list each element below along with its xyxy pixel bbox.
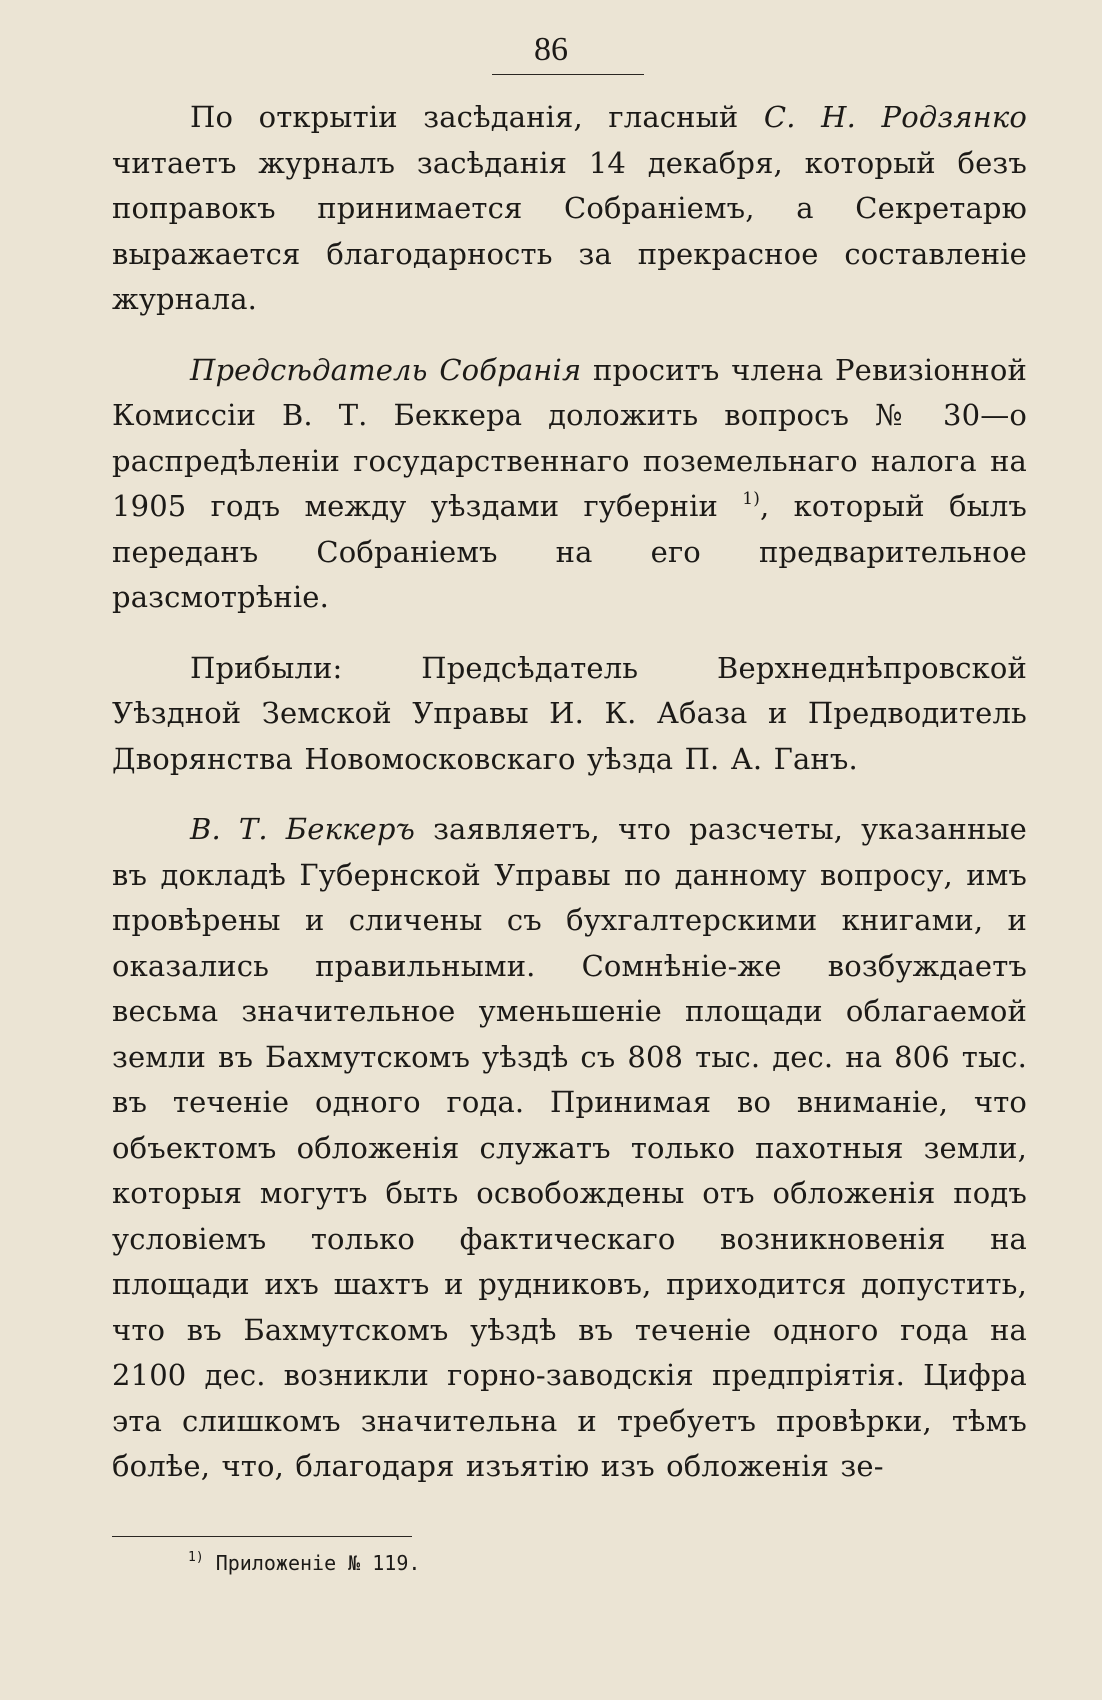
paragraph-gap [112,323,1027,348]
footnote-reference: 1) [742,489,761,509]
speaker-name: С. Н. Родзянко [763,100,1027,134]
page-number-rule [492,74,644,75]
footnote-text: Приложеніе № 119. [203,1551,421,1575]
paragraph-gap [112,621,1027,646]
page-number: 86 [534,31,568,68]
paragraph-1-text: читаетъ журналъ засѣданія 14 декабря, который безъ поправокъ принимается Собраніемъ, а Секретарю выражается благодарность за прекрасное составленіе журнала. [112,145,1027,316]
speaker-name: Предсѣдатель Собранія [190,352,582,387]
paragraph-2-text-b: , который былъ переданъ Собраніемъ на его предварительное разсмотрѣніе. [112,489,1027,614]
speaker-name: В. Т. Беккеръ [190,812,416,846]
paragraph-1-lead: По открытіи засѣданія, гласный [190,100,764,134]
paragraph-4-text: заявляетъ, что разсчеты, указанные въ докладѣ Губернской Управы по данному вопросу, имъ провѣрены и сличены съ бухгалтерскими книгами, и оказались правильными. Сомнѣніе-же возбуждаетъ весьма значительное уменьшеніе площади облагаемой земли въ Бахмутскомъ уѣздѣ съ 808 тыс. дес. на 806 тыс. въ теченіе одного года. Принимая во вниманіе, что объектомъ обложенія служатъ только пахотныя земли, которыя могутъ быть освобождены отъ обложенія подъ условіемъ только фактическаго возникновенія на площади ихъ шахтъ и рудниковъ, приходится допустить, что въ Бахмутскомъ уѣздѣ въ теченіе одного года на 2100 дес. возникли горно-заводскія предпріятія. Цифра эта слишкомъ значительна и требуетъ провѣрки, тѣмъ болѣе, что, благодаря изъятію изъ обложенія зе- [112,812,1027,1483]
paragraph-4 [112,807,1027,1490]
paragraph-3: Прибыли: Предсѣдатель Верхнеднѣпровской Уѣздной Земской Управы И. К. Абаза и Предводитель Дворянства Новомосковскаго уѣзда П. А. Ганъ. [112,650,1027,776]
paragraph-2-text-a: проситъ члена Ревизіонной Комиссіи В. Т. Беккера доложить вопросъ № 30—о распредѣленіи государственнаго поземельнаго налога на 1905 годъ между уѣздами губерніи [112,352,1027,523]
body-text [112,95,1027,1490]
footnote-rule [112,1536,412,1537]
paragraph-2 [112,348,1027,621]
paragraph-1 [112,95,1027,323]
footnote-mark: 1) [188,1550,204,1565]
paragraph-gap [112,782,1027,807]
footnote [188,1548,420,1578]
